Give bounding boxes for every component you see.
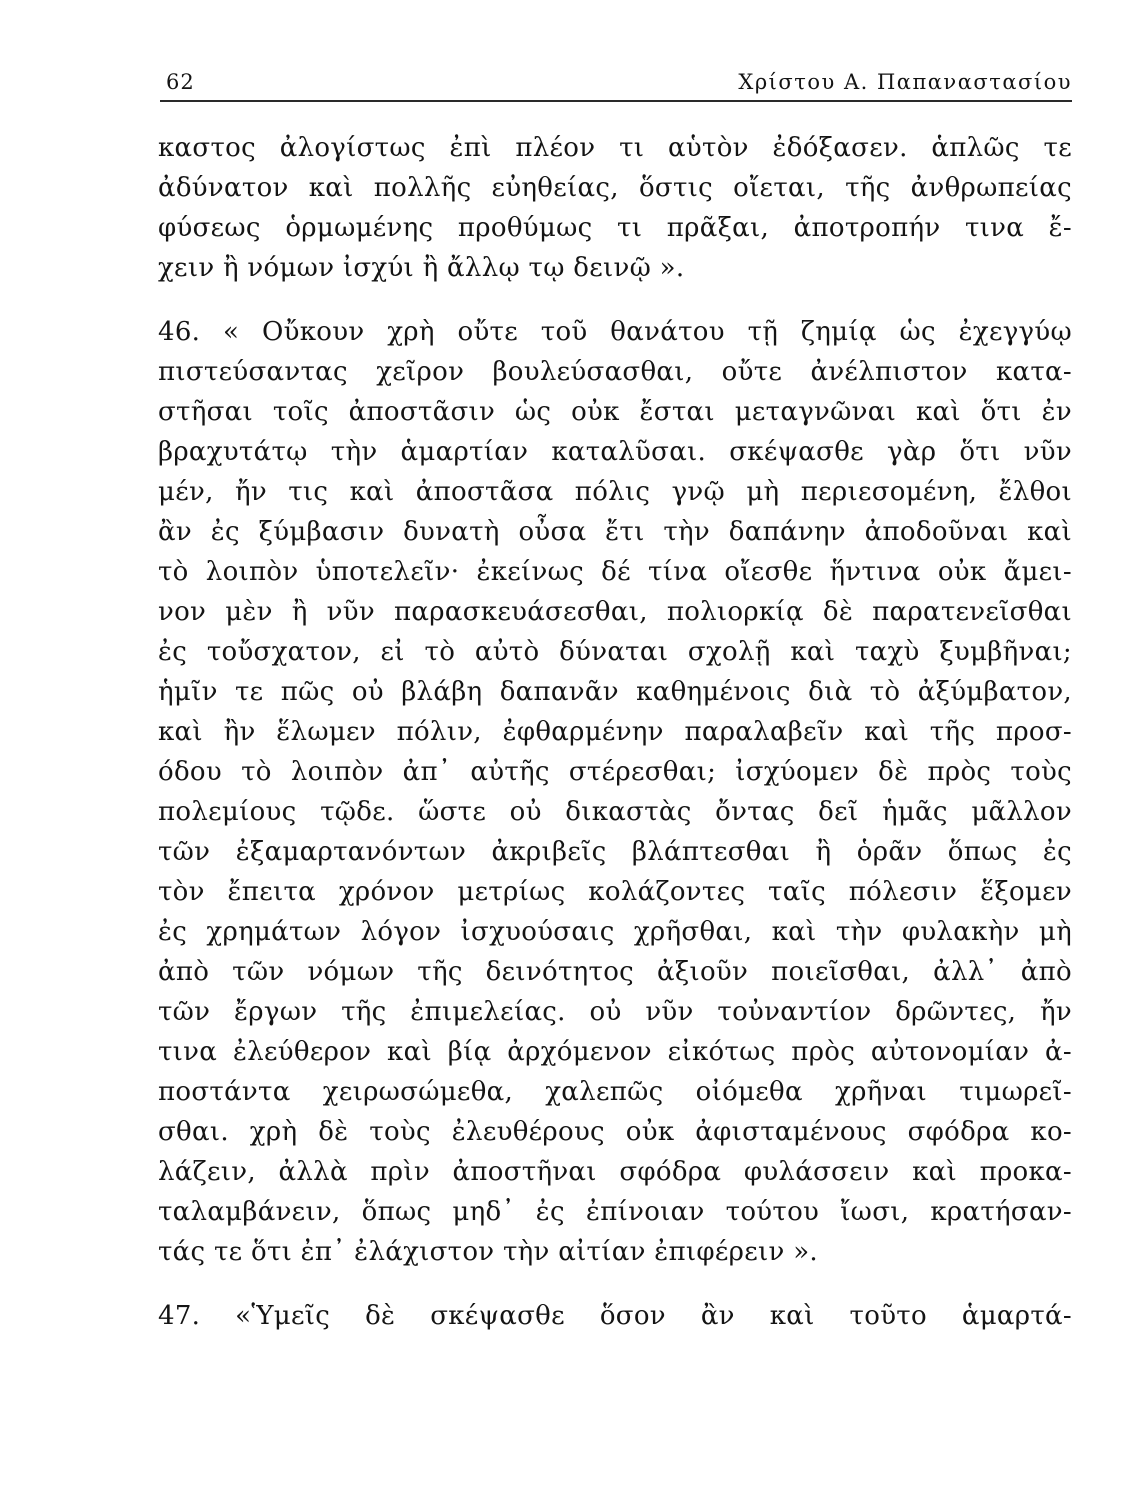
text-line: πιστεύσαντας χεῖρον βουλεύσασθαι, οὔτε ἀνέλπιστον κατα-: [158, 357, 1072, 387]
text-line: τὸν ἔπειτα χρόνον μετρίως κολάζοντες ταῖς πόλεσιν ἕξομεν: [158, 877, 1072, 907]
running-head: Χρίστου Α. Παπαναστασίου: [738, 70, 1072, 94]
text-line: βραχυτάτῳ τὴν ἁμαρτίαν καταλῦσαι. σκέψασθε γὰρ ὅτι νῦν: [158, 437, 1072, 467]
text-line: ἀδύνατον καὶ πολλῆς εὐηθείας, ὅστις οἴεται, τῆς ἀνθρωπείας: [158, 173, 1072, 203]
text-line: μέν, ἤν τις καὶ ἀποστᾶσα πόλις γνῷ μὴ περιεσομένη, ἔλθοι: [158, 477, 1072, 507]
text-line: καὶ ἢν ἕλωμεν πόλιν, ἐφθαρμένην παραλαβεῖν καὶ τῆς προσ-: [158, 717, 1072, 747]
page-number: 62: [166, 70, 195, 94]
text-line: τινα ἐλεύθερον καὶ βίᾳ ἀρχόμενον εἰκότως πρὸς αὐτονομίαν ἀ-: [158, 1037, 1072, 1067]
text-line: σθαι. χρὴ δὲ τοὺς ἐλευθέρους οὐκ ἀφισταμένους σφόδρα κο-: [158, 1117, 1072, 1147]
text-line: ἂν ἐς ξύμβασιν δυνατὴ οὖσα ἔτι τὴν δαπάνην ἀποδοῦναι καὶ: [158, 517, 1072, 547]
text-line: τῶν ἐξαμαρτανόντων ἀκριβεῖς βλάπτεσθαι ἢ ὁρᾶν ὅπως ἐς: [158, 837, 1072, 867]
text-line: φύσεως ὁρμωμένης προθύμως τι πρᾶξαι, ἀποτροπήν τινα ἔ-: [158, 213, 1072, 243]
text-line: ἐς τοὔσχατον, εἰ τὸ αὐτὸ δύναται σχολῇ καὶ ταχὺ ξυμβῆναι;: [158, 637, 1072, 667]
page-header: [160, 66, 1072, 102]
text-line: νον μὲν ἢ νῦν παρασκευάσεσθαι, πολιορκίᾳ δὲ παρατενεῖσθαι: [158, 597, 1072, 627]
text-line: όδου τὸ λοιπὸν ἀπ᾽ αὐτῆς στέρεσθαι; ἰσχύομεν δὲ πρὸς τοὺς: [158, 757, 1072, 787]
text-line: στῆσαι τοῖς ἀποστᾶσιν ὡς οὐκ ἔσται μεταγνῶναι καὶ ὅτι ἐν: [158, 397, 1072, 427]
text-line: ποστάντα χειρωσώμεθα, χαλεπῶς οἰόμεθα χρῆναι τιμωρεῖ-: [158, 1077, 1072, 1107]
text-line: τῶν ἔργων τῆς ἐπιμελείας. οὐ νῦν τοὐναντίον δρῶντες, ἤν: [158, 997, 1072, 1027]
text-line: 46. « Οὔκουν χρὴ οὔτε τοῦ θανάτου τῇ ζημίᾳ ὡς ἐχεγγύῳ: [158, 317, 1072, 347]
text-line: λάζειν, ἀλλὰ πρὶν ἀποστῆναι σφόδρα φυλάσσειν καὶ προκα-: [158, 1157, 1072, 1187]
text-line: τάς τε ὅτι ἐπ᾽ ἐλάχιστον τὴν αἰτίαν ἐπιφέρειν ».: [158, 1237, 818, 1267]
text-line: ἡμῖν τε πῶς οὐ βλάβη δαπανᾶν καθημένοις διὰ τὸ ἀξύμβατον,: [158, 677, 1072, 707]
paragraph: [158, 312, 1072, 1272]
text-line: τὸ λοιπὸν ὑποτελεῖν· ἐκείνως δέ τίνα οἴεσθε ἥντινα οὐκ ἄμει-: [158, 557, 1072, 587]
body-text: [158, 128, 1072, 1336]
text-line: πολεμίους τῷδε. ὥστε οὐ δικαστὰς ὄντας δεῖ ἡμᾶς μᾶλλον: [158, 797, 1072, 827]
text-line: ἐς χρημάτων λόγον ἰσχυούσαις χρῆσθαι, καὶ τὴν φυλακὴν μὴ: [158, 917, 1072, 947]
paragraph: [158, 1296, 1072, 1336]
text-line: καστος ἀλογίστως ἐπὶ πλέον τι αὑτὸν ἐδόξασεν. ἁπλῶς τε: [158, 133, 1072, 163]
text-line: ταλαμβάνειν, ὅπως μηδ᾽ ἐς ἐπίνοιαν τούτου ἴωσι, κρατήσαν-: [158, 1197, 1072, 1227]
text-line: ἀπὸ τῶν νόμων τῆς δεινότητος ἀξιοῦν ποιεῖσθαι, ἀλλ᾽ ἀπὸ: [158, 957, 1072, 987]
text-line: χειν ἢ νόμων ἰσχύι ἢ ἄλλῳ τῳ δεινῷ ».: [158, 253, 685, 283]
text-line: 47. «Ὑμεῖς δὲ σκέψασθε ὅσον ἂν καὶ τοῦτο ἁμαρτά-: [158, 1301, 1072, 1331]
paragraph: [158, 128, 1072, 288]
